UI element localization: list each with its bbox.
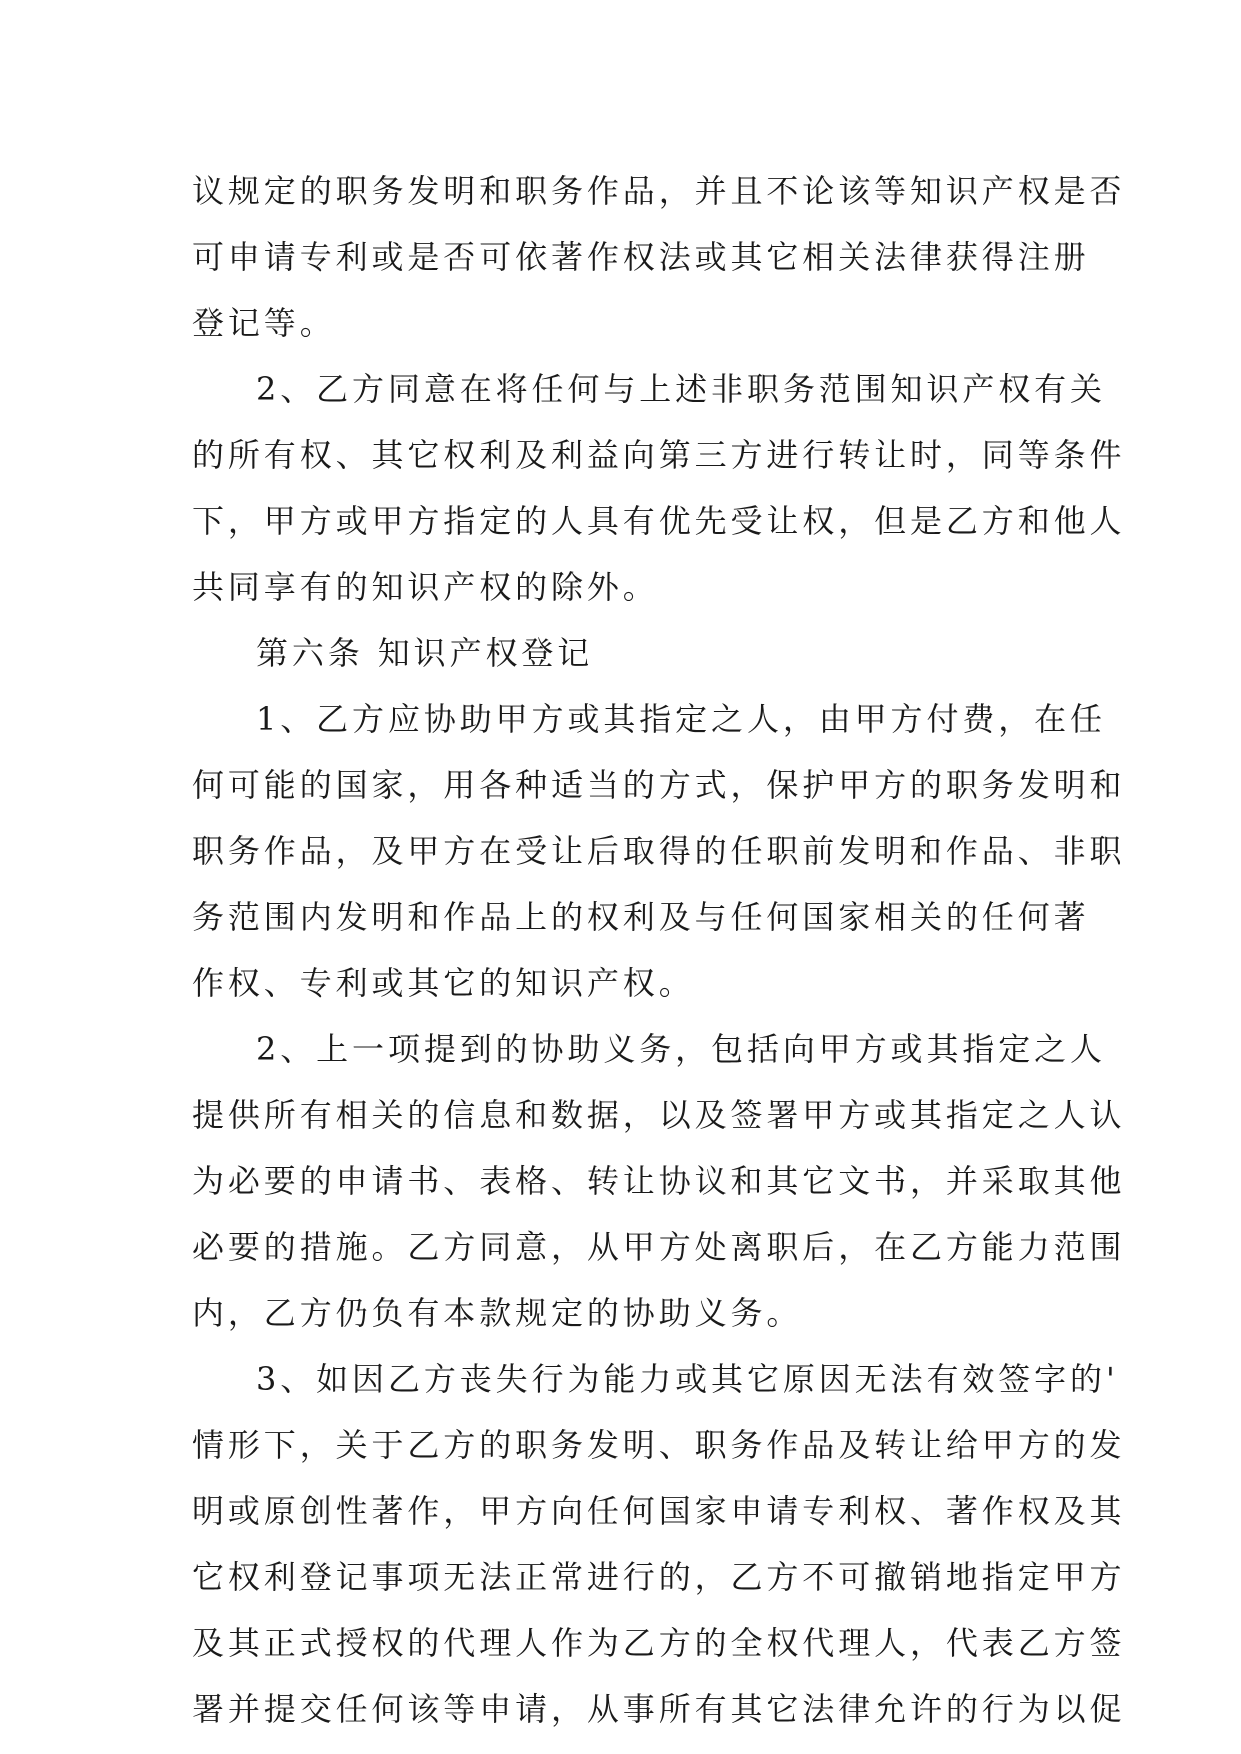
- text-line: 它权利登记事项无法正常进行的，乙方不可撤销地指定甲方: [192, 1558, 1126, 1596]
- paragraph-first-line: 3、如因乙方丧失行为能力或其它原因无法有效签字的': [256, 1360, 1119, 1398]
- text-line: 为必要的申请书、表格、转让协议和其它文书，并采取其他: [192, 1162, 1126, 1200]
- text-line: 务范围内发明和作品上的权利及与任何国家相关的任何著: [192, 898, 1090, 936]
- text-line: 内，乙方仍负有本款规定的协助义务。: [192, 1294, 803, 1332]
- paragraph-first-line: 2、上一项提到的协助义务，包括向甲方或其指定之人: [256, 1030, 1106, 1068]
- paragraph-first-line: 2、乙方同意在将任何与上述非职务范围知识产权有关: [256, 370, 1106, 408]
- text-line: 作权、专利或其它的知识产权。: [192, 964, 695, 1002]
- text-line: 可申请专利或是否可依著作权法或其它相关法律获得注册: [192, 238, 1090, 276]
- text-line: 职务作品，及甲方在受让后取得的任职前发明和作品、非职: [192, 832, 1126, 870]
- text-line: 情形下，关于乙方的职务发明、职务作品及转让给甲方的发: [192, 1426, 1126, 1464]
- article-heading: 第六条 知识产权登记: [256, 634, 594, 672]
- text-line: 的所有权、其它权利及利益向第三方进行转让时，同等条件: [192, 436, 1126, 474]
- text-line: 下，甲方或甲方指定的人具有优先受让权，但是乙方和他人: [192, 502, 1126, 540]
- text-line: 署并提交任何该等申请，从事所有其它法律允许的行为以促: [192, 1690, 1126, 1728]
- text-line: 何可能的国家，用各种适当的方式，保护甲方的职务发明和: [192, 766, 1126, 804]
- text-line: 登记等。: [192, 304, 336, 342]
- contract-text: [192, 158, 1126, 1742]
- text-line: 及其正式授权的代理人作为乙方的全权代理人，代表乙方签: [192, 1624, 1126, 1662]
- text-line: 共同享有的知识产权的除外。: [192, 568, 659, 606]
- text-line: 必要的措施。乙方同意，从甲方处离职后，在乙方能力范围: [192, 1228, 1126, 1266]
- paragraph-first-line: 1、乙方应协助甲方或其指定之人，由甲方付费，在任: [256, 700, 1106, 738]
- text-line: 提供所有相关的信息和数据，以及签署甲方或其指定之人认: [192, 1096, 1126, 1134]
- text-line: 议规定的职务发明和职务作品，并且不论该等知识产权是否: [192, 172, 1126, 210]
- text-line: 明或原创性著作，甲方向任何国家申请专利权、著作权及其: [192, 1492, 1126, 1530]
